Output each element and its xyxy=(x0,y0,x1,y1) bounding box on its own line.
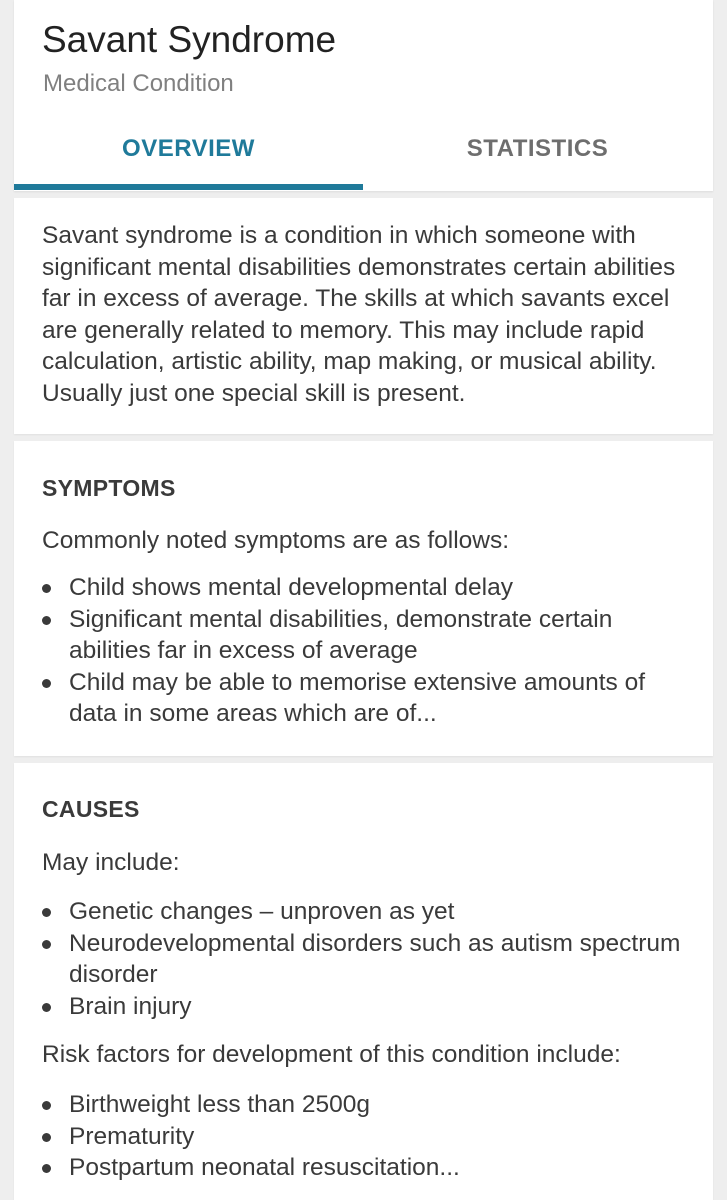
list-item xyxy=(42,572,692,604)
active-tab-indicator xyxy=(14,184,363,190)
bullet-icon xyxy=(42,908,51,917)
symptoms-card xyxy=(14,441,713,756)
list-item xyxy=(42,1121,692,1153)
symptom-text: Child shows mental developmental delay xyxy=(69,574,513,601)
overview-text: Savant syndrome is a condition in which someone with significant mental disabilities demonstrates certain abilities far in excess of average. The skills at which savants excel are generally related to memory. This may include rapid calculation, artistic ability, map making, or musical ability. Usually just one special skill is present. xyxy=(42,222,676,407)
list-item xyxy=(42,1089,692,1121)
risk-factor-text: Prematurity xyxy=(69,1122,195,1150)
risk-factors-intro: Risk factors for development of this condition include: xyxy=(42,1041,621,1068)
bullet-icon xyxy=(42,584,51,593)
causes-list xyxy=(42,896,692,1022)
list-item xyxy=(42,991,692,1023)
risk-factors-list xyxy=(42,1089,692,1184)
cause-text: Genetic changes – unproven as yet xyxy=(69,898,455,925)
symptoms-heading: SYMPTOMS xyxy=(42,475,176,501)
symptoms-intro: Commonly noted symptoms are as follows: xyxy=(42,527,510,554)
bullet-icon xyxy=(42,1164,51,1173)
cause-text: Brain injury xyxy=(69,992,192,1020)
bullet-icon xyxy=(42,1133,51,1142)
list-item xyxy=(42,604,692,667)
tab-bar xyxy=(14,120,713,191)
page-subtitle: Medical Condition xyxy=(43,70,234,97)
risk-factor-text: Birthweight less than 2500g xyxy=(69,1091,370,1118)
bullet-icon xyxy=(42,1003,51,1012)
causes-heading: CAUSES xyxy=(42,796,140,822)
header-card xyxy=(14,0,713,191)
list-item xyxy=(42,896,692,928)
page-title: Savant Syndrome xyxy=(42,19,337,60)
overview-card xyxy=(14,198,713,434)
symptom-text: Child may be able to memorise extensive amounts of data in some areas which are of... xyxy=(69,668,646,727)
list-item xyxy=(42,1152,692,1184)
list-item xyxy=(42,667,692,730)
symptoms-list xyxy=(42,572,692,730)
bullet-icon xyxy=(42,1101,51,1110)
bullet-icon xyxy=(42,679,51,688)
bullet-icon xyxy=(42,616,51,625)
causes-card xyxy=(14,763,713,1200)
bullet-icon xyxy=(42,940,51,949)
risk-factor-text: Postpartum neonatal resuscitation... xyxy=(69,1154,460,1181)
cause-text: Neurodevelopmental disorders such as autism spectrum disorder xyxy=(69,929,681,988)
causes-intro: May include: xyxy=(42,849,180,876)
tab-overview[interactable]: OVERVIEW xyxy=(122,135,255,162)
tab-statistics[interactable]: STATISTICS xyxy=(466,135,609,162)
list-item xyxy=(42,928,692,991)
symptom-text: Significant mental disabilities, demonstrate certain abilities far in excess of average xyxy=(69,605,613,664)
